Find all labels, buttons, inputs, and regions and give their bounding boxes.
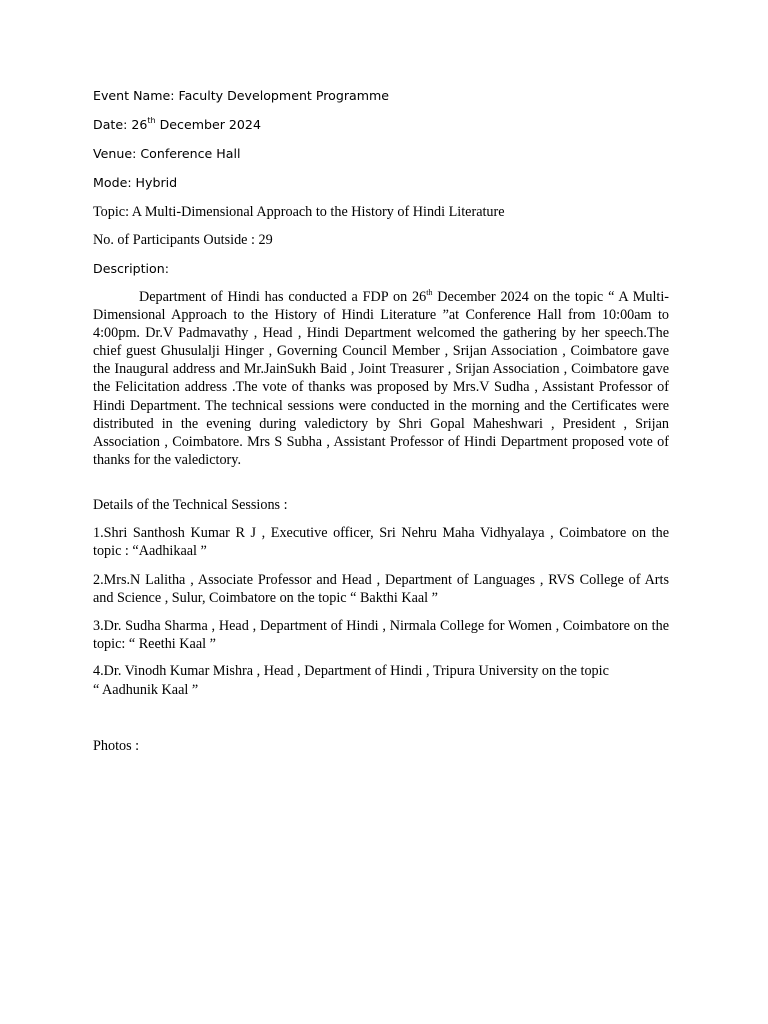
sessions-heading: Details of the Technical Sessions : [93, 497, 288, 513]
description-text-part2: December 2024 on the topic “ A Multi-Dimensional Approach to the History of Hindi Literature ”at Conference Hall from 10:00am to 4:00pm. Dr.V Padmavathy , Head , Hindi Department welcomed the gathering by her speech.The chief guest Ghusulalji Hinger , Governing Council Member , Srijan Association , Coimbatore gave the Inaugural address and Mr.JainSukh Baid , Joint Treasurer , Srijan Association , Coimbatore gave the Felicitation address .The vote of thanks was proposed by Mrs.V Sudha , Assistant Professor of Hindi Department. The technical sessions were conducted in the morning and the Certificates were distributed in the evening during valedictory by Shri Gopal Maheshwari , President , Srijan Association , Coimbatore. Mrs S Subha , Assistant Professor of Hindi Department proposed vote of thanks for the valedictory. [93, 289, 669, 468]
event-date-suffix: December 2024 [155, 117, 261, 132]
event-date-prefix: Date: 26 [93, 117, 148, 132]
description-text-part1: Department of Hindi has conducted a FDP on 26 [139, 289, 427, 305]
photos-label: Photos : [93, 738, 140, 754]
description-paragraph [93, 288, 669, 469]
session-item-2: 2.Mrs.N Lalitha , Associate Professor and Head , Department of Languages , RVS College of Arts and Science , Sulur, Coimbatore on the topic “ Bakthi Kaal ” [93, 572, 669, 607]
session-item-4-line2: “ Aadhunik Kaal ” [93, 682, 199, 698]
event-date-superscript: th [147, 116, 156, 125]
description-superscript: th [426, 288, 433, 297]
event-name: Event Name: Faculty Development Programme [93, 88, 390, 103]
event-venue: Venue: Conference Hall [93, 146, 241, 161]
description-heading: Description: [93, 261, 169, 276]
event-date [93, 116, 261, 134]
session-item-1: 1.Shri Santhosh Kumar R J , Executive officer, Sri Nehru Maha Vidhyalaya , Coimbatore on the topic : “Aadhikaal ” [93, 525, 669, 560]
session-item-3: 3.Dr. Sudha Sharma , Head , Department of Hindi , Nirmala College for Women , Coimbatore on the topic: “ Reethi Kaal ” [93, 618, 669, 653]
participants-count: No. of Participants Outside : 29 [93, 232, 273, 248]
event-mode: Mode: Hybrid [93, 175, 178, 190]
session-item-4-line1: 4.Dr. Vinodh Kumar Mishra , Head , Department of Hindi , Tripura University on the topic [93, 663, 609, 679]
event-topic: Topic: A Multi-Dimensional Approach to the History of Hindi Literature [93, 204, 505, 220]
